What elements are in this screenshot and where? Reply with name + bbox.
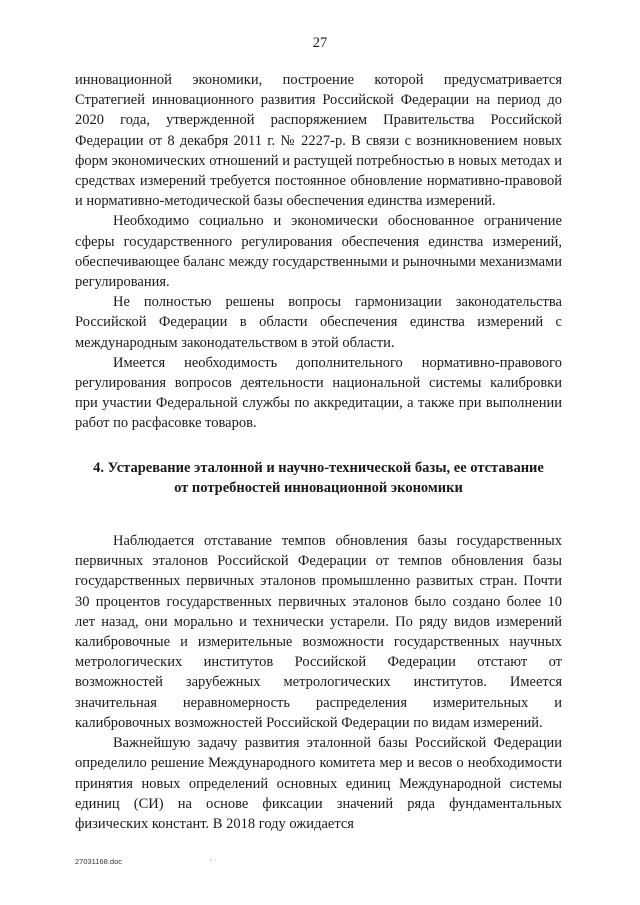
page-number: 27 (312, 35, 328, 51)
scan-speck (210, 860, 211, 861)
paragraph-regulation-balance: Необходимо социально и экономически обоснованное ограничение сферы государственного регулирования обеспечения единства измерений, обеспечивающее баланс между государственными и рыночными механизмами регулирования. (75, 213, 562, 291)
paragraph-continuation: инновационной экономики, построение которой предусматривается Стратегией инновационного развития Российской Федерации на период до 2020 года, утвержденной распоряжением Правительства Российской Федерации от 8 декабря 2011 г. № 2227-р. В связи с возникновением новых форм экономических отношений и растущей потребностью в новых методах и средствах измерений требуется постоянное обновление нормативно-правовой и нормативно-методической базы обеспечения единства измерений. (75, 72, 562, 210)
paragraph-si-redefinition: Важнейшую задачу развития эталонной базы Российской Федерации определило решение Международного комитета мер и весов о необходимости принятия новых определений основных единиц Международной системы единиц (СИ) на основе фиксации значений ряда фундаментальных физических констант. В 2018 году ожидается (75, 735, 562, 832)
paragraph-calibration-regulation: Имеется необходимость дополнительного нормативно-правового регулирования вопросов деятельности национальной системы калибровки при участии Федеральной службы по аккредитации, а также при выполнении работ по расфасовке товаров. (75, 354, 562, 432)
section-heading: 4. Устаревание эталонной и научно-технической базы, ее отставание от потребностей инновационной экономики (93, 459, 544, 496)
body-text (75, 70, 562, 834)
paragraph-standards-lag: Наблюдается отставание темпов обновления базы государственных первичных эталонов Российской Федерации от темпов обновления базы государственных первичных эталонов промышленно развитых стран. Почти 30 процентов государственных первичных эталонов было создано более 10 лет назад, они морально и технически устарели. По ряду видов измерений калибровочные и измерительные возможности государственных научных метрологических институтов Российской Федерации отстают от возможностей зарубежных метрологических институтов. Имеется значительная неравномерность распределения измерительных и калибровочных возможностей Российской Федерации по видам измерений. (75, 533, 562, 731)
footer-document-id: 27031168.doc (75, 857, 122, 866)
paragraph-harmonization: Не полностью решены вопросы гармонизации законодательства Российской Федерации в области обеспечения единства измерений с международным законодательством в этой области. (75, 294, 562, 351)
